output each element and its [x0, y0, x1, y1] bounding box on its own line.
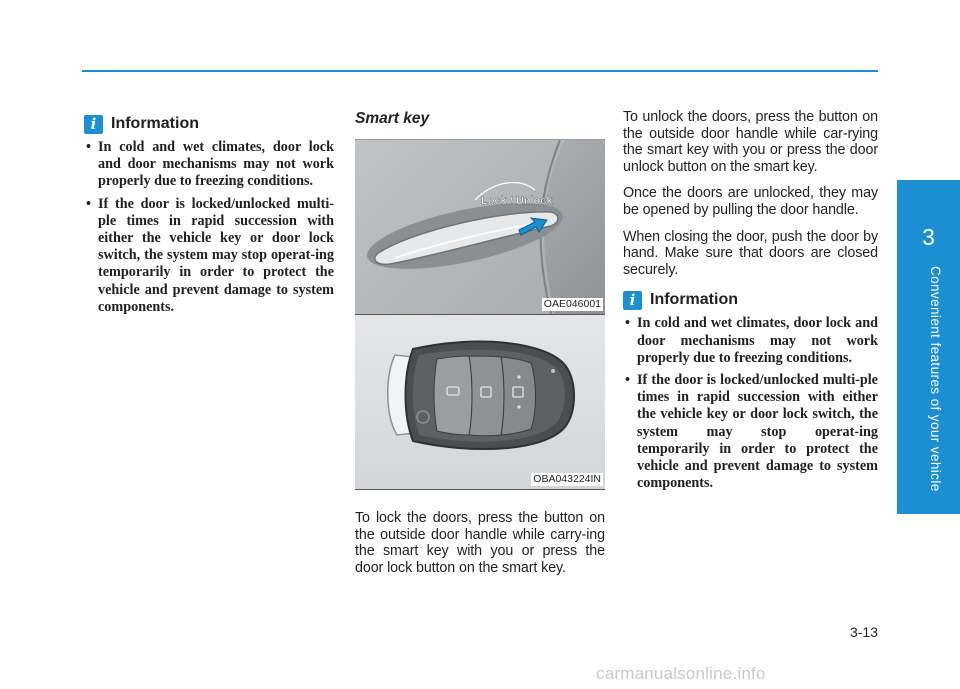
figure-code: OBA043224IN — [533, 473, 601, 485]
info-item: • In cold and wet climates, door lock and door mechanisms may not work properly due to freezing conditions. — [84, 139, 334, 191]
door-handle-illustration — [355, 140, 605, 314]
chapter-title: Convenient features of your vehicle — [928, 266, 943, 492]
chapter-tab[interactable] — [897, 180, 960, 514]
info-list — [84, 139, 334, 316]
info-icon: i — [84, 115, 103, 134]
lock-unlock-label: Lock / Unlock — [481, 195, 553, 207]
info-item: • If the door is locked/unlocked multi-ple times in rapid succession with either the vehicle key or door lock switch, the system may stop operat-ing temporarily in order to protect the vehicle and prevent damage to system components. — [623, 372, 878, 492]
info-icon: i — [623, 291, 642, 310]
lock-paragraph: To lock the doors, press the button on the outside door handle while carry-ing the smart key with you or press the door lock button on the smart key. — [355, 510, 605, 576]
info-item: • If the door is locked/unlocked multi-ple times in rapid succession with either the vehicle key or door lock switch, the system may stop operat-ing temporarily in order to protect the vehicle and prevent damage to system components. — [84, 196, 334, 316]
info-item: • In cold and wet climates, door lock and door mechanisms may not work properly due to freezing conditions. — [623, 315, 878, 367]
section-title: Smart key — [355, 110, 430, 127]
figure-code: OAE046001 — [543, 298, 601, 310]
right-column — [623, 109, 878, 497]
info-header — [84, 112, 334, 136]
smart-key-figure — [355, 315, 605, 490]
chapter-number: 3 — [922, 224, 935, 250]
body-paragraph: To unlock the doors, press the button on the outside door handle while car-rying the smart key with you or press the door unlock button on the smart key. — [623, 109, 878, 175]
body-paragraph: When closing the door, push the door by hand. Make sure that doors are closed securely. — [623, 228, 878, 278]
watermark[interactable]: carmanualsonline.info — [596, 664, 766, 683]
page-number: 3-13 — [849, 624, 878, 640]
left-column — [84, 112, 334, 321]
info-title: Information — [650, 291, 738, 309]
top-rule — [82, 70, 878, 72]
info-title: Information — [111, 115, 199, 132]
door-handle-figure — [355, 139, 605, 315]
body-paragraph: Once the doors are unlocked, they may be opened by pulling the door handle. — [623, 185, 878, 218]
info-header — [623, 288, 878, 312]
middle-column — [355, 108, 605, 586]
smart-key-illustration — [355, 315, 605, 489]
info-list — [623, 315, 878, 492]
